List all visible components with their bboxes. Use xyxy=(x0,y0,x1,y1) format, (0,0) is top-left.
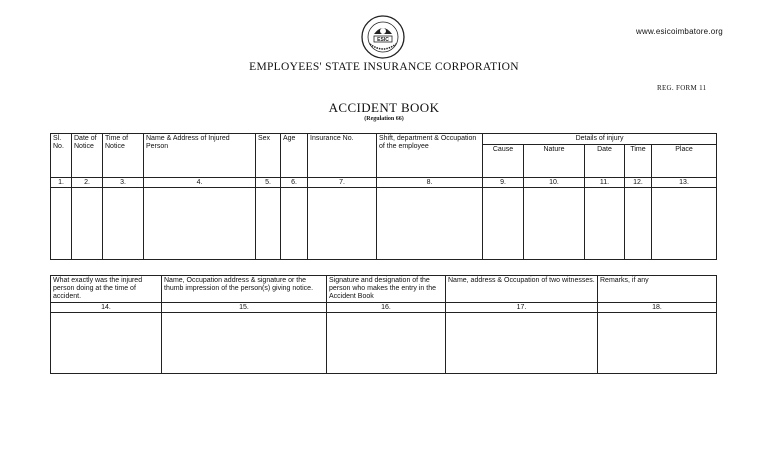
entry-cell[interactable] xyxy=(162,313,327,374)
column-number-row xyxy=(51,178,717,188)
column-number: 6. xyxy=(281,178,308,188)
header-remarks: Remarks, if any xyxy=(598,276,717,303)
header-name-occupation-signature: Name, Occupation address & signature or the thumb impression of the person(s) giving notice. xyxy=(162,276,327,303)
entry-cell[interactable] xyxy=(652,188,717,260)
entry-cell[interactable] xyxy=(51,313,162,374)
logo-text: ESIC xyxy=(377,37,389,43)
entry-cell[interactable] xyxy=(281,188,308,260)
esic-logo-icon xyxy=(360,14,406,60)
column-number: 18. xyxy=(598,303,717,313)
corporation-name: EMPLOYEES' STATE INSURANCE CORPORATION xyxy=(249,61,519,73)
entry-cell[interactable] xyxy=(377,188,483,260)
header-time-of-notice: Time of Notice xyxy=(103,134,144,178)
header-signature-designation: Signature and designation of the person who makes the entry in the Accident Book xyxy=(327,276,446,303)
column-number: 3. xyxy=(103,178,144,188)
entry-cell[interactable] xyxy=(103,188,144,260)
entry-cell[interactable] xyxy=(446,313,598,374)
header-date-of-notice: Date of Notice xyxy=(72,134,103,178)
entry-cell[interactable] xyxy=(598,313,717,374)
header-sl-no: Sl. No. xyxy=(51,134,72,178)
header-insurance-no: Insurance No. xyxy=(308,134,377,178)
accident-details-table xyxy=(50,275,717,374)
header-time: Time xyxy=(625,145,652,178)
header-place: Place xyxy=(652,145,717,178)
header-nature: Nature xyxy=(524,145,585,178)
column-number: 12. xyxy=(625,178,652,188)
column-number: 4. xyxy=(144,178,256,188)
entry-cell[interactable] xyxy=(144,188,256,260)
column-number: 1. xyxy=(51,178,72,188)
column-number: 17. xyxy=(446,303,598,313)
entry-row xyxy=(51,313,717,374)
regulation-note: (Regulation 66) xyxy=(364,116,404,122)
header-date: Date xyxy=(585,145,625,178)
column-number: 8. xyxy=(377,178,483,188)
entry-cell[interactable] xyxy=(51,188,72,260)
page-title: ACCIDENT BOOK xyxy=(328,100,440,115)
header-sex: Sex xyxy=(256,134,281,178)
column-number: 9. xyxy=(483,178,524,188)
entry-row xyxy=(51,188,717,260)
entry-cell[interactable] xyxy=(585,188,625,260)
header-what-doing: What exactly was the injured person doing at the time of accident. xyxy=(51,276,162,303)
column-number: 16. xyxy=(327,303,446,313)
column-number: 15. xyxy=(162,303,327,313)
header-age: Age xyxy=(281,134,308,178)
entry-cell[interactable] xyxy=(524,188,585,260)
column-number: 2. xyxy=(72,178,103,188)
entry-cell[interactable] xyxy=(483,188,524,260)
column-number: 10. xyxy=(524,178,585,188)
column-number-row xyxy=(51,303,717,313)
header-shift-dept: Shift, department & Occupation of the employee xyxy=(377,134,483,178)
entry-cell[interactable] xyxy=(308,188,377,260)
column-number: 13. xyxy=(652,178,717,188)
website-url: www.esicoimbatore.org xyxy=(636,27,723,36)
entry-cell[interactable] xyxy=(256,188,281,260)
header-witnesses: Name, address & Occupation of two witnesses. xyxy=(446,276,598,303)
form-number: REG. FORM 11 xyxy=(657,84,707,92)
entry-cell[interactable] xyxy=(327,313,446,374)
header-name-address: Name & Address of Injured Person xyxy=(144,134,256,178)
accident-register-table xyxy=(50,133,717,260)
column-number: 7. xyxy=(308,178,377,188)
entry-cell[interactable] xyxy=(72,188,103,260)
column-number: 14. xyxy=(51,303,162,313)
column-number: 11. xyxy=(585,178,625,188)
entry-cell[interactable] xyxy=(625,188,652,260)
column-number: 5. xyxy=(256,178,281,188)
header-cause: Cause xyxy=(483,145,524,178)
header-details-of-injury: Details of injury xyxy=(483,134,717,145)
